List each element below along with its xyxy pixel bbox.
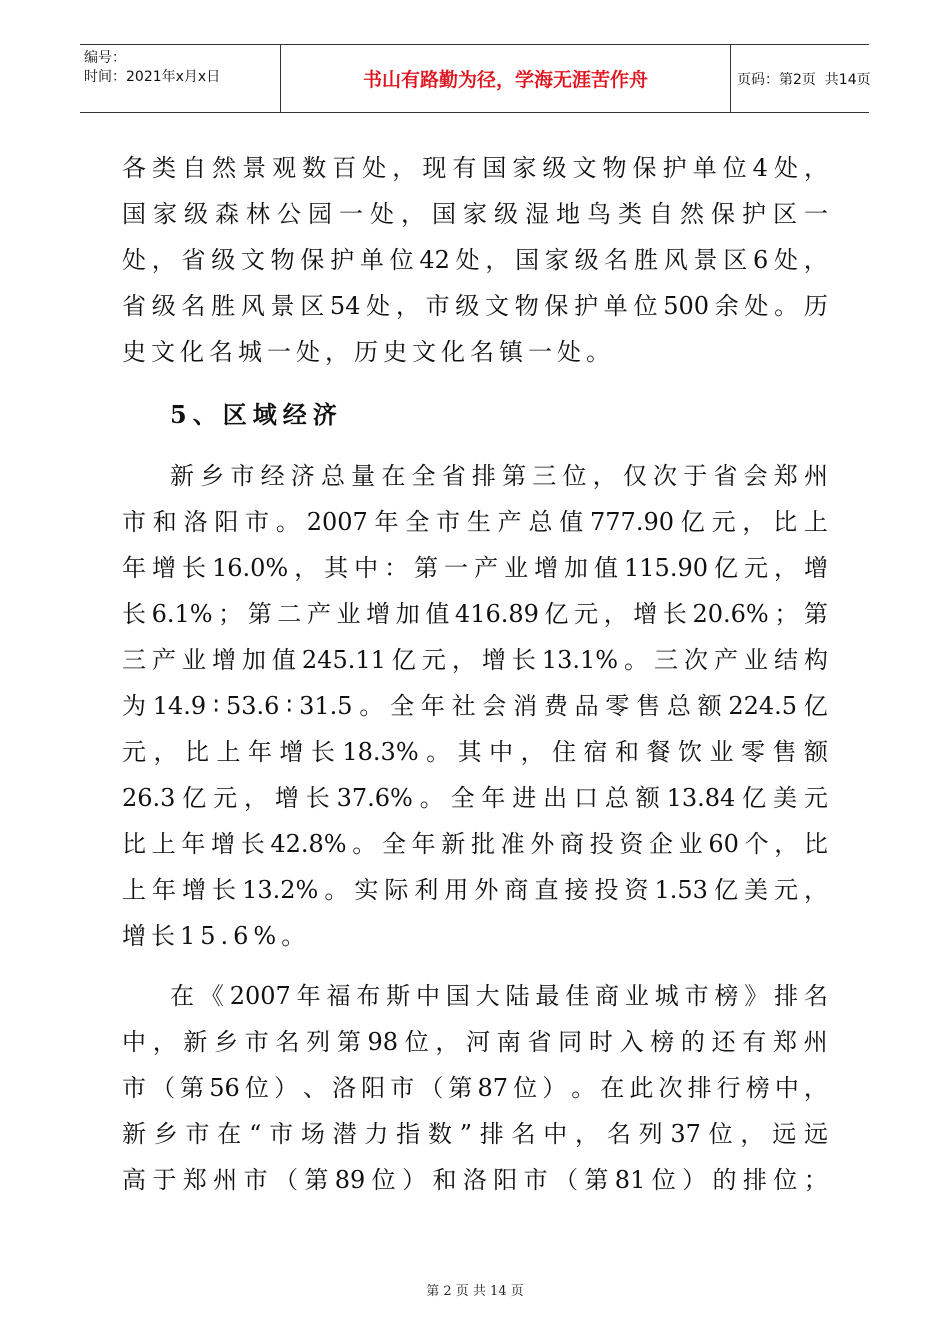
header-page-info: [731, 45, 869, 112]
text-line: 元 ， 比 上 年 增 长 18.3% 。 其 中 ， 住 宿 和 餐 饮 业 零 售 额: [122, 738, 828, 766]
header-motto: 书山有路勤为径，学海无涯苦作舟: [281, 45, 731, 112]
text-line: 新 乡 市 在 “ 市 场 潜 力 指 数 ” 排 名 中 ， 名 列 37 位 ， 远 远: [122, 1120, 828, 1148]
page-indicator: 页码：第2页 共14页: [737, 71, 871, 88]
text-line: 新 乡 市 经 济 总 量 在 全 省 排 第 三 位 ， 仅 次 于 省 会 郑 州: [170, 462, 828, 490]
document-number: 编号：: [84, 50, 126, 66]
text-line: 比 上 年 增 长 42.8% 。 全 年 新 批 准 外 商 投 资 企 业 60 个 ， 比: [122, 830, 828, 858]
document-body: [122, 145, 828, 1203]
text-line: 26.3 亿 元 ， 增 长 37.6% 。 全 年 进 出 口 总 额 13.84 亿 美 元: [122, 784, 828, 812]
text-line: 省 级 名 胜 风 景 区 54 处 ， 市 级 文 物 保 护 单 位 500 余 处 。 历: [122, 292, 828, 320]
page-footer: 第 2 页 共 14 页: [426, 1284, 524, 1299]
paragraph-3: [122, 973, 828, 1203]
document-time: 时间：2021年x月x日: [84, 69, 221, 85]
text-line: 长 6.1% ； 第 二 产 业 增 加 值 416.89 亿 元 ， 增 长 20.6% ； 第: [122, 600, 828, 628]
paragraph-gap: [122, 959, 828, 973]
text-line: 各 类 自 然 景 观 数 百 处 ， 现 有 国 家 级 文 物 保 护 单 位 4 处 ，: [122, 154, 828, 182]
text-line: 增长15.6%。: [122, 922, 311, 950]
paragraph-1: [122, 145, 828, 375]
text-line: 史文化名城一处，历史文化名镇一处。: [122, 338, 615, 366]
text-line: 市 和 洛 阳 市 。 2007 年 全 市 生 产 总 值 777.90 亿 元 ， 比 上: [122, 508, 828, 536]
page-header: [80, 44, 869, 113]
text-line: 年 增 长 16.0% ， 其 中 ： 第 一 产 业 增 加 值 115.90 亿 元 ， 增: [122, 554, 828, 582]
text-line: 市 （ 第 56 位 ） 、 洛 阳 市 （ 第 87 位 ） 。 在 此 次 排 行 榜 中 ，: [122, 1074, 828, 1102]
text-line: 为 14.9 ∶ 53.6 ∶ 31.5 。 全 年 社 会 消 费 品 零 售 总 额 224.5 亿: [122, 692, 828, 720]
text-line: 上 年 增 长 13.2% 。 实 际 利 用 外 商 直 接 投 资 1.53 亿 美 元 ，: [122, 876, 828, 904]
text-line: 中 ， 新 乡 市 名 列 第 98 位 ， 河 南 省 同 时 入 榜 的 还 有 郑 州: [122, 1028, 828, 1056]
text-line: 高 于 郑 州 市 （ 第 89 位 ） 和 洛 阳 市 （ 第 81 位 ） 的 排 位 ；: [122, 1166, 828, 1194]
text-line: 三 产 业 增 加 值 245.11 亿 元 ， 增 长 13.1% 。 三 次 产 业 结 构: [122, 646, 828, 674]
text-line: 在 《 2007 年 福 布 斯 中 国 大 陆 最 佳 商 业 城 市 榜 》 排 名: [170, 982, 828, 1010]
header-meta: [80, 45, 281, 112]
paragraph-2: [122, 453, 828, 959]
text-line: 处 ， 省 级 文 物 保 护 单 位 42 处 ， 国 家 级 名 胜 风 景 区 6 处 ，: [122, 246, 828, 274]
section-heading: 5、区域经济: [170, 400, 343, 429]
text-line: 国 家 级 森 林 公 园 一 处 ， 国 家 级 湿 地 鸟 类 自 然 保 护 区 一: [122, 200, 828, 228]
